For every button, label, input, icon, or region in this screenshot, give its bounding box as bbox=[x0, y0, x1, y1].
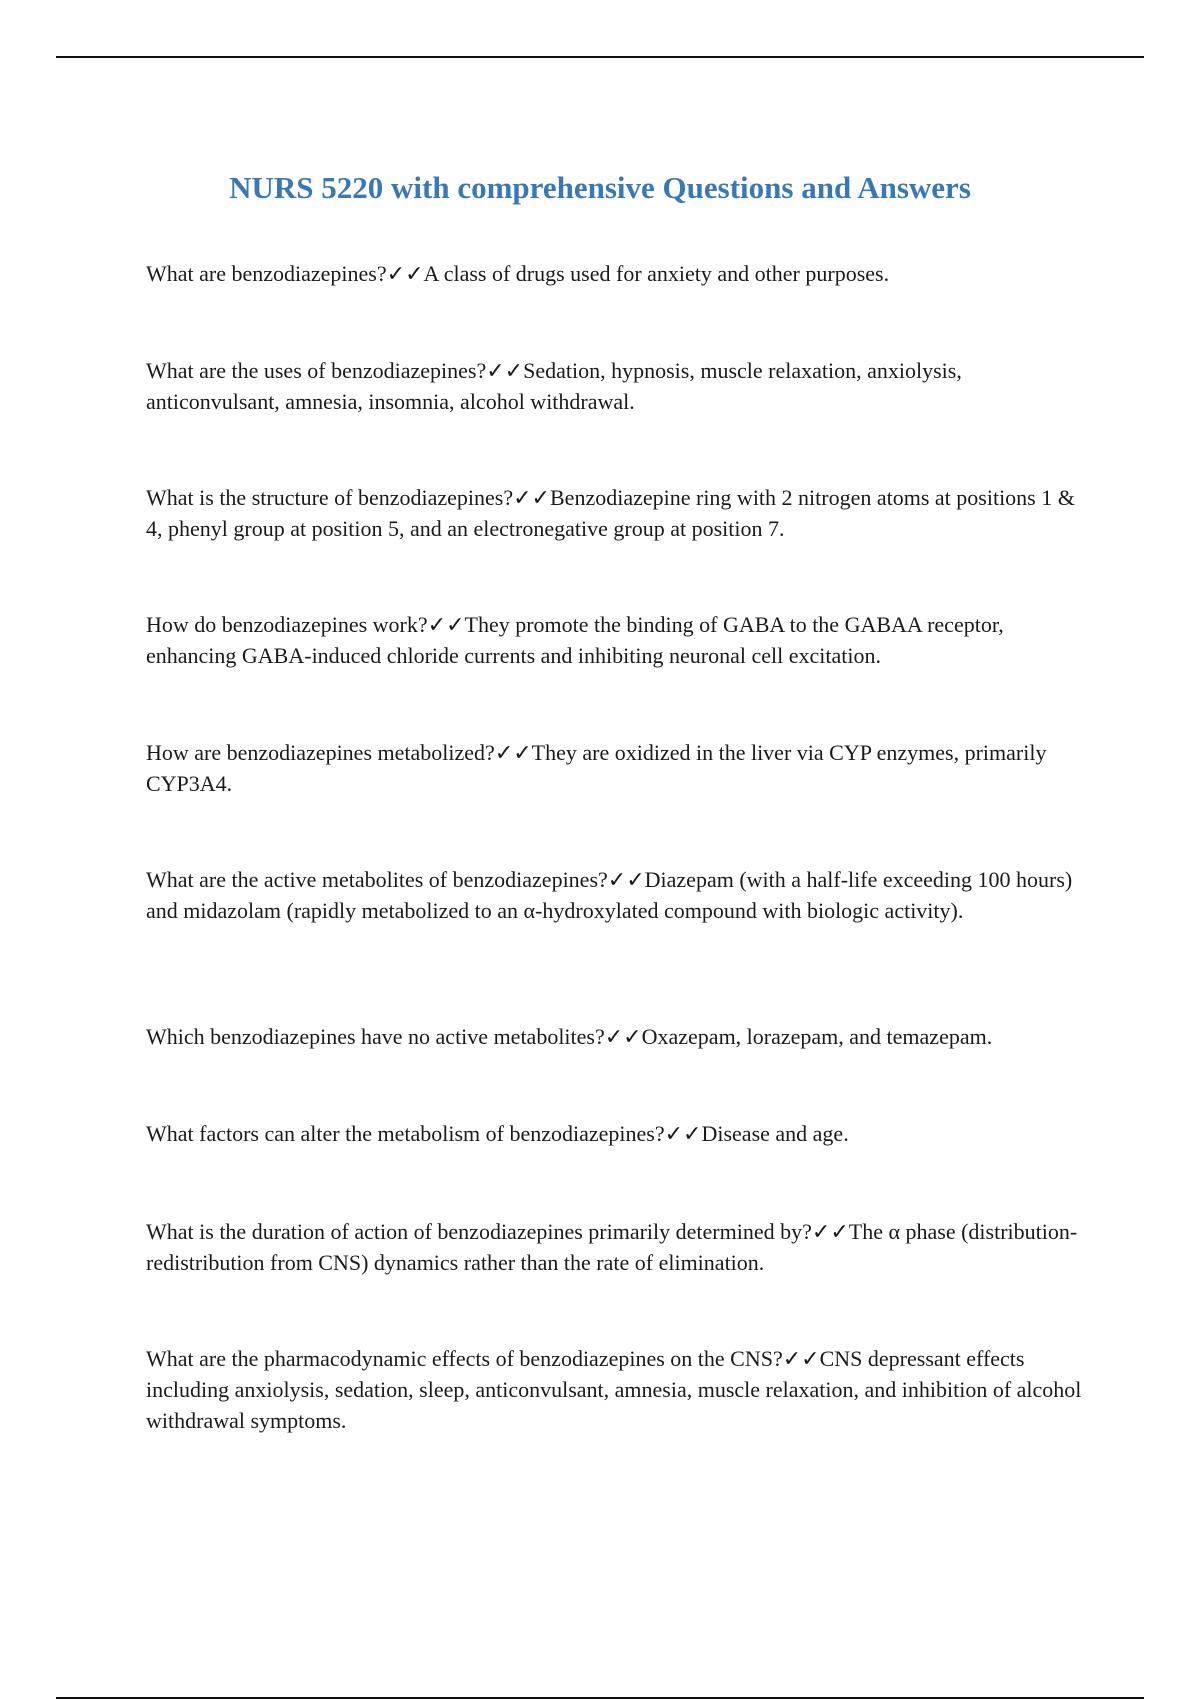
answer-text: They are oxidized in the liver via CYP enzymes, primarily CYP3A4. bbox=[146, 740, 1047, 796]
qa-item bbox=[146, 609, 1086, 671]
question-text: What are the active metabolites of benzodiazepines? bbox=[146, 867, 608, 892]
check-icon: ✓✓ bbox=[811, 1219, 849, 1244]
question-text: How do benzodiazepines work? bbox=[146, 612, 428, 637]
answer-text: Sedation, hypnosis, muscle relaxation, anxiolysis, anticonvulsant, amnesia, insomnia, alcohol withdrawal. bbox=[146, 358, 962, 414]
bottom-rule bbox=[56, 1697, 1144, 1699]
question-text: What factors can alter the metabolism of benzodiazepines? bbox=[146, 1121, 665, 1146]
check-icon: ✓✓ bbox=[607, 867, 645, 892]
qa-item bbox=[146, 1021, 1086, 1052]
qa-item bbox=[146, 1216, 1086, 1278]
qa-item bbox=[146, 1118, 1086, 1149]
question-text: How are benzodiazepines metabolized? bbox=[146, 740, 495, 765]
check-icon: ✓✓ bbox=[386, 261, 424, 286]
question-text: What are the uses of benzodiazepines? bbox=[146, 358, 487, 383]
answer-text: Diazepam (with a half-life exceeding 100 hours) and midazolam (rapidly metabolized to an α-hydroxylated compound with biologic activity). bbox=[146, 867, 1073, 923]
qa-item bbox=[146, 482, 1086, 544]
check-icon: ✓✓ bbox=[664, 1121, 702, 1146]
check-icon: ✓✓ bbox=[494, 740, 532, 765]
answer-text: A class of drugs used for anxiety and other purposes. bbox=[423, 261, 890, 286]
answer-text: Oxazepam, lorazepam, and temazepam. bbox=[641, 1024, 993, 1049]
check-icon: ✓✓ bbox=[486, 358, 524, 383]
check-icon: ✓✓ bbox=[427, 612, 465, 637]
question-text: What are the pharmacodynamic effects of benzodiazepines on the CNS? bbox=[146, 1346, 783, 1371]
answer-text: CNS depressant effects including anxiolysis, sedation, sleep, anticonvulsant, amnesia, muscle relaxation, and inhibition of alcohol withdrawal symptoms. bbox=[146, 1346, 1082, 1433]
answer-text: The α phase (distribution-redistribution from CNS) dynamics rather than the rate of elimination. bbox=[146, 1219, 1078, 1275]
qa-item bbox=[146, 737, 1086, 799]
check-icon: ✓✓ bbox=[513, 485, 550, 510]
qa-item bbox=[146, 864, 1086, 926]
qa-item bbox=[146, 258, 1086, 289]
question-text: What is the structure of benzodiazepines? bbox=[146, 485, 514, 510]
question-text: What is the duration of action of benzodiazepines primarily determined by? bbox=[146, 1219, 812, 1244]
top-rule bbox=[56, 56, 1144, 58]
question-text: Which benzodiazepines have no active metabolites? bbox=[146, 1024, 605, 1049]
answer-text: They promote the binding of GABA to the GABAA receptor, enhancing GABA-induced chloride currents and inhibiting neuronal cell excitation. bbox=[146, 612, 1004, 668]
qa-item bbox=[146, 355, 1086, 417]
answer-text: Disease and age. bbox=[701, 1121, 849, 1146]
answer-text: Benzodiazepine ring with 2 nitrogen atoms at positions 1 & 4, phenyl group at position 5, and an electronegative group at position 7. bbox=[146, 485, 1075, 541]
document-title: NURS 5220 with comprehensive Questions and Answers bbox=[229, 170, 971, 205]
check-icon: ✓✓ bbox=[604, 1024, 642, 1049]
qa-item bbox=[146, 1343, 1086, 1436]
question-text: What are benzodiazepines? bbox=[146, 261, 387, 286]
check-icon: ✓✓ bbox=[782, 1346, 820, 1371]
